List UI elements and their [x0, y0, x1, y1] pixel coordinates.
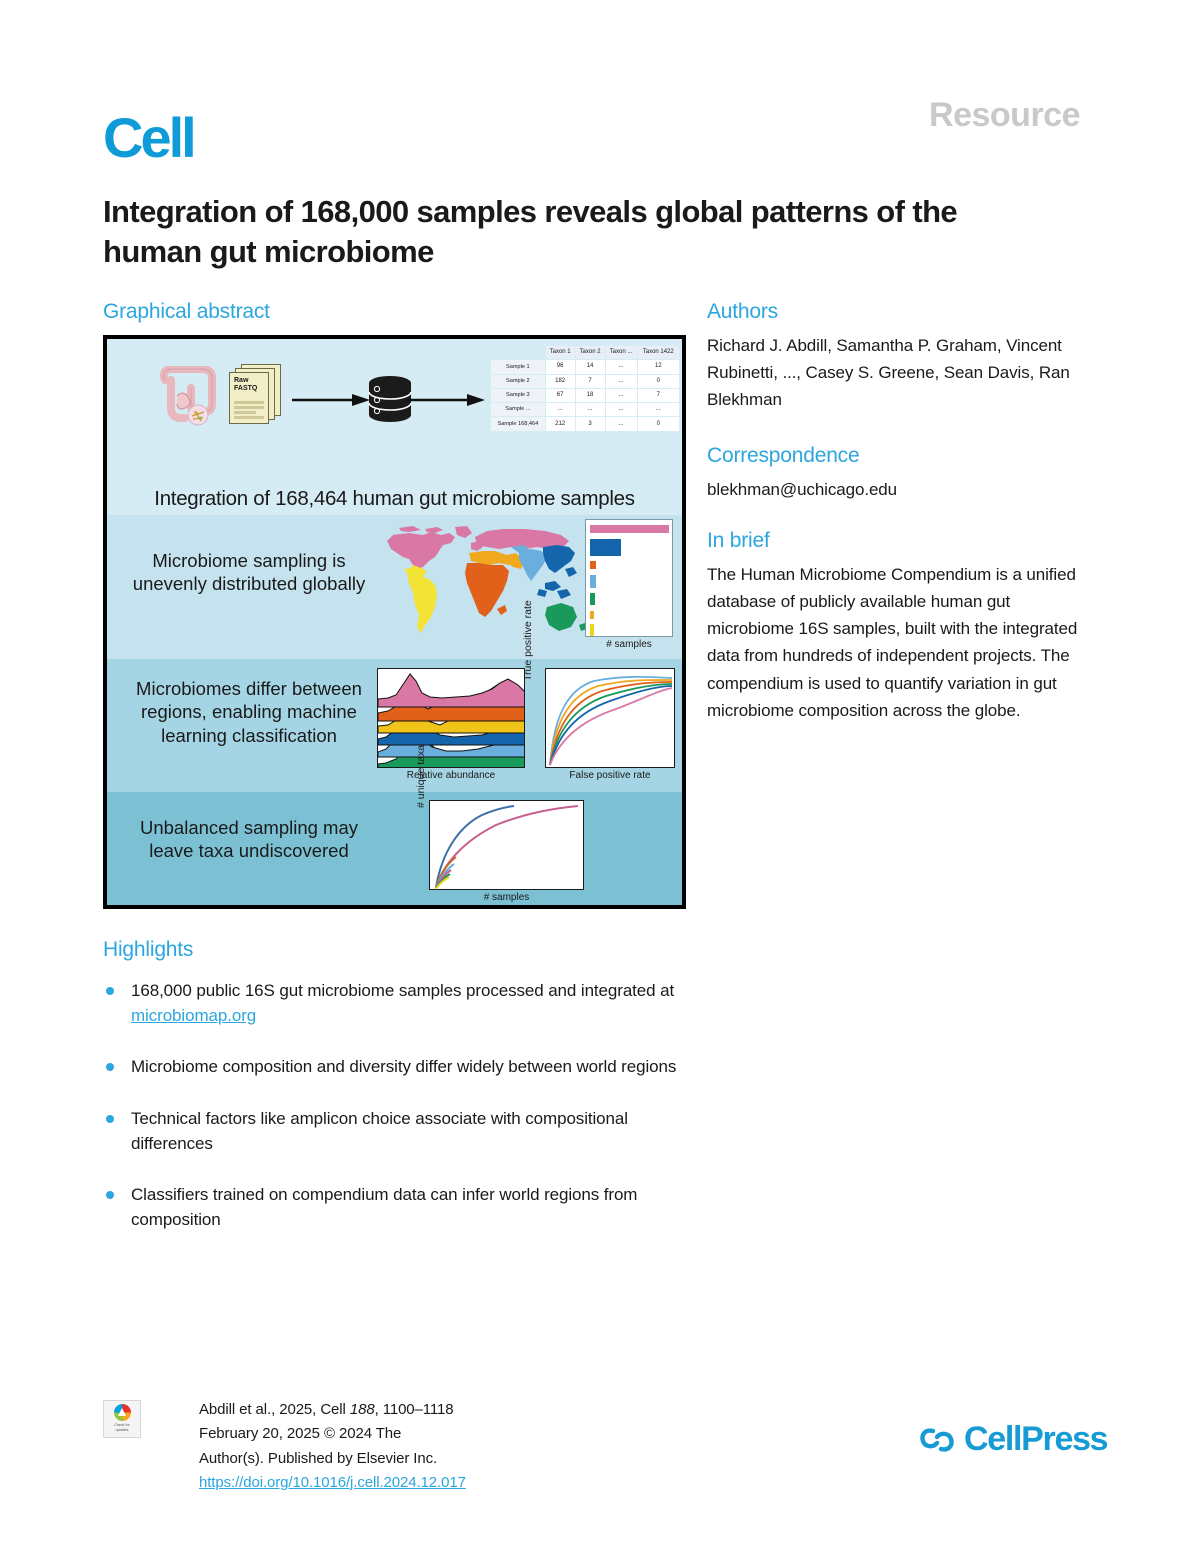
table-row: [491, 375, 679, 388]
cellpress-logo: [920, 1420, 1107, 1459]
table-row-label: Sample 168,464: [491, 417, 545, 430]
highlights-section: [103, 938, 703, 1259]
arrow-right-icon-2: [407, 394, 485, 406]
table-col-header: Taxon ...: [606, 346, 637, 359]
table-cell: 7: [638, 389, 680, 402]
ga-panel2-text: Microbiome sampling is unevenly distributed globally: [132, 550, 366, 595]
ga-panel-global-distribution: [107, 515, 682, 659]
table-row-label: Sample 2: [491, 375, 545, 388]
crossmark-label-line2: updates: [115, 1427, 129, 1432]
table-cell: ...: [606, 375, 637, 388]
citation-line-2: February 20, 2025 © 2024 The Author(s). Published by Elsevier Inc.: [199, 1425, 438, 1467]
rarefaction-xlabel: # samples: [483, 892, 530, 903]
table-cell: ...: [606, 403, 637, 416]
table-cell: 96: [546, 360, 575, 373]
table-row: [491, 360, 679, 373]
table-cell: ...: [606, 389, 637, 402]
ga-panel4-text: Unbalanced sampling may leave taxa undiscovered: [139, 817, 358, 862]
in-brief-heading: In brief: [707, 528, 770, 552]
in-brief-text: The Human Microbiome Compendium is a unified database of publicly available human gut microbiome 16S samples, built with the integrated data from hundreds of independent projects. The compendium is used to quantify variation in gut microbiome composition across the globe.: [707, 564, 1078, 720]
page-title: Integration of 168,000 samples reveals global patterns of the human gut microbiome: [103, 194, 958, 269]
bar-region-2: [590, 539, 621, 556]
ga-panel1-caption: Integration of 168,464 human gut microbiome samples: [154, 487, 635, 510]
samples-bar-chart: [585, 519, 673, 637]
bar-region-7: [590, 624, 594, 636]
list-item: [103, 1107, 703, 1156]
cellpress-wordmark: CellPress: [964, 1420, 1108, 1458]
table-row-label: Sample ...: [491, 403, 545, 416]
abundance-table: [490, 345, 680, 432]
roc-xlabel: False positive rate: [569, 770, 651, 781]
rarefaction-ylabel: # unique taxa: [415, 744, 427, 808]
highlights-heading: Highlights: [103, 938, 194, 961]
table-cell: ...: [546, 403, 575, 416]
crossmark-label-line1: Check for: [114, 1423, 130, 1427]
ridgeline-xlabel: Relative abundance: [406, 770, 496, 781]
table-cell: 12: [638, 360, 680, 373]
table-row: [491, 389, 679, 402]
table-cell: 0: [638, 375, 680, 388]
crossmark-circle-icon: [114, 1404, 131, 1421]
doi-link[interactable]: https://doi.org/10.1016/j.cell.2024.12.017: [199, 1473, 466, 1491]
table-corner-cell: [491, 346, 545, 359]
fastq-label-line2: FASTQ: [234, 385, 258, 393]
highlight-text: Technical factors like amplicon choice associate with compositional differences: [131, 1108, 628, 1153]
ridgeline-plot: [377, 668, 525, 768]
list-item: [103, 1183, 703, 1232]
arrow-right-icon-1: [292, 394, 370, 406]
table-col-header: Taxon 1: [546, 346, 575, 359]
bar-region-5: [590, 593, 595, 605]
right-column: [707, 300, 1097, 724]
correspondence-heading: Correspondence: [707, 443, 860, 467]
table-cell: ...: [606, 360, 637, 373]
roc-curve-plot: [545, 668, 675, 768]
fastq-files-icon: [229, 364, 283, 426]
cell-journal-logo: Cell: [103, 106, 194, 169]
authors-list: Richard J. Abdill, Samantha P. Graham, Vincent Rubinetti, ..., Casey S. Greene, Sean Davis, Ran Blekhman: [707, 336, 1070, 410]
table-cell: ...: [576, 403, 605, 416]
table-col-header: Taxon 1422: [638, 346, 680, 359]
citation-prefix: Abdill et al., 2025, Cell: [199, 1401, 350, 1418]
bar-region-6: [590, 611, 594, 619]
ga-panel3-text: Microbiomes differ between regions, enabling machine learning classification: [136, 678, 362, 746]
fastq-label-line1: Raw: [234, 377, 249, 384]
roc-ylabel: True positive rate: [522, 600, 534, 681]
table-row: [491, 417, 679, 430]
table-cell: 182: [546, 375, 575, 388]
table-row-label: Sample 1: [491, 360, 545, 373]
table-cell: 7: [576, 375, 605, 388]
list-item: [103, 979, 703, 1028]
table-cell: 3: [576, 417, 605, 430]
bar-region-4: [590, 575, 596, 588]
citation-line-1: [199, 1398, 466, 1422]
graphical-abstract-figure: [103, 335, 686, 909]
table-row-label: Sample 3: [491, 389, 545, 402]
rarefaction-plot: [429, 800, 584, 890]
left-column: [103, 300, 686, 909]
microbiomap-link[interactable]: microbiomap.org: [131, 1005, 257, 1025]
highlight-text: 168,000 public 16S gut microbiome samples processed and integrated at: [131, 981, 675, 1000]
table-header-row: [491, 346, 679, 359]
table-cell: 14: [576, 360, 605, 373]
table-cell: 0: [638, 417, 680, 430]
world-map: [379, 521, 589, 643]
table-cell: ...: [638, 403, 680, 416]
bar-region-1: [590, 525, 669, 533]
table-row: [491, 403, 679, 416]
ga-panel-pipeline: [107, 339, 682, 515]
intestine-icon: [155, 366, 221, 428]
cellpress-mark-icon: [920, 1426, 954, 1454]
bar-region-3: [590, 561, 596, 569]
article-type-label: Resource: [929, 96, 1080, 134]
bar-chart-xlabel: # samples: [606, 639, 652, 650]
list-item: [103, 1055, 703, 1080]
graphical-abstract-heading: Graphical abstract: [103, 300, 270, 323]
table-cell: 212: [546, 417, 575, 430]
citation-block: [199, 1398, 466, 1495]
authors-heading: Authors: [707, 300, 778, 323]
highlight-text: Microbiome composition and diversity differ widely between world regions: [131, 1057, 677, 1077]
table-col-header: Taxon 2: [576, 346, 605, 359]
table-cell: 67: [546, 389, 575, 402]
crossmark-badge-icon[interactable]: [103, 1400, 141, 1438]
table-cell: 18: [576, 389, 605, 402]
citation-pages: , 1100–1118: [374, 1401, 454, 1418]
citation-volume: 188: [349, 1401, 375, 1418]
highlight-text: Classifiers trained on compendium data can infer world regions from composition: [131, 1185, 638, 1229]
table-cell: ...: [606, 417, 637, 430]
correspondence-email[interactable]: blekhman@uchicago.edu: [707, 479, 898, 499]
